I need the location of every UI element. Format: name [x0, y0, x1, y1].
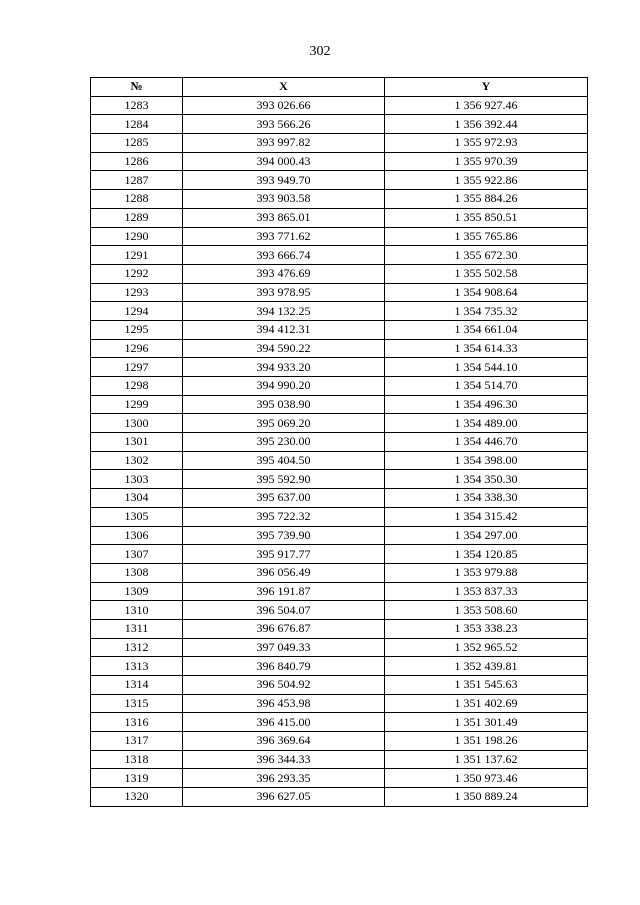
column-header-x: X [183, 78, 385, 97]
cell-y: 1 354 496.30 [385, 395, 588, 414]
table-row [91, 134, 588, 153]
cell-y: 1 351 545.63 [385, 676, 588, 695]
cell-number: 1298 [91, 377, 183, 396]
cell-y: 1 351 137.62 [385, 750, 588, 769]
cell-y: 1 354 446.70 [385, 433, 588, 452]
cell-number: 1305 [91, 507, 183, 526]
cell-x: 395 404.50 [183, 451, 385, 470]
cell-y: 1 354 614.33 [385, 339, 588, 358]
cell-y: 1 354 297.00 [385, 526, 588, 545]
cell-y: 1 354 908.64 [385, 283, 588, 302]
cell-y: 1 353 979.88 [385, 563, 588, 582]
cell-y: 1 354 544.10 [385, 358, 588, 377]
cell-x: 396 344.33 [183, 750, 385, 769]
cell-number: 1303 [91, 470, 183, 489]
table-row [91, 395, 588, 414]
cell-number: 1283 [91, 96, 183, 115]
cell-x: 394 933.20 [183, 358, 385, 377]
table-row [91, 732, 588, 751]
cell-x: 396 415.00 [183, 713, 385, 732]
cell-x: 395 592.90 [183, 470, 385, 489]
cell-number: 1316 [91, 713, 183, 732]
cell-number: 1284 [91, 115, 183, 134]
cell-y: 1 354 338.30 [385, 489, 588, 508]
cell-x: 396 453.98 [183, 694, 385, 713]
cell-x: 395 917.77 [183, 545, 385, 564]
cell-x: 394 000.43 [183, 152, 385, 171]
cell-y: 1 353 837.33 [385, 582, 588, 601]
cell-y: 1 356 927.46 [385, 96, 588, 115]
cell-number: 1289 [91, 208, 183, 227]
cell-number: 1295 [91, 320, 183, 339]
cell-number: 1291 [91, 246, 183, 265]
cell-x: 393 949.70 [183, 171, 385, 190]
table-row [91, 676, 588, 695]
table-row [91, 339, 588, 358]
cell-y: 1 351 301.49 [385, 713, 588, 732]
cell-number: 1314 [91, 676, 183, 695]
cell-x: 393 997.82 [183, 134, 385, 153]
cell-x: 396 840.79 [183, 657, 385, 676]
cell-y: 1 355 672.30 [385, 246, 588, 265]
cell-y: 1 355 922.86 [385, 171, 588, 190]
cell-y: 1 356 392.44 [385, 115, 588, 134]
table-row [91, 769, 588, 788]
table-row [91, 526, 588, 545]
cell-x: 393 026.66 [183, 96, 385, 115]
cell-y: 1 355 765.86 [385, 227, 588, 246]
table-row [91, 788, 588, 807]
cell-y: 1 354 489.00 [385, 414, 588, 433]
table-body [91, 96, 588, 806]
cell-number: 1304 [91, 489, 183, 508]
cell-x: 393 865.01 [183, 208, 385, 227]
cell-number: 1297 [91, 358, 183, 377]
cell-x: 396 676.87 [183, 619, 385, 638]
table-row [91, 451, 588, 470]
table-row [91, 470, 588, 489]
cell-x: 396 627.05 [183, 788, 385, 807]
cell-x: 394 412.31 [183, 320, 385, 339]
cell-number: 1290 [91, 227, 183, 246]
cell-y: 1 352 965.52 [385, 638, 588, 657]
coordinates-table [90, 77, 588, 807]
cell-y: 1 354 315.42 [385, 507, 588, 526]
cell-y: 1 355 972.93 [385, 134, 588, 153]
cell-x: 395 230.00 [183, 433, 385, 452]
table-row [91, 227, 588, 246]
cell-x: 393 476.69 [183, 264, 385, 283]
table-row [91, 433, 588, 452]
cell-y: 1 353 338.23 [385, 619, 588, 638]
cell-x: 393 903.58 [183, 190, 385, 209]
cell-number: 1299 [91, 395, 183, 414]
cell-number: 1318 [91, 750, 183, 769]
cell-number: 1287 [91, 171, 183, 190]
table-row [91, 96, 588, 115]
cell-y: 1 354 514.70 [385, 377, 588, 396]
cell-x: 396 504.92 [183, 676, 385, 695]
cell-number: 1285 [91, 134, 183, 153]
table-row [91, 358, 588, 377]
table-row [91, 264, 588, 283]
table-row [91, 713, 588, 732]
cell-number: 1300 [91, 414, 183, 433]
cell-y: 1 355 884.26 [385, 190, 588, 209]
cell-y: 1 355 850.51 [385, 208, 588, 227]
cell-x: 394 132.25 [183, 302, 385, 321]
cell-number: 1286 [91, 152, 183, 171]
table-row [91, 246, 588, 265]
table-row [91, 152, 588, 171]
cell-number: 1302 [91, 451, 183, 470]
column-header-number: № [91, 78, 183, 97]
column-header-y: Y [385, 78, 588, 97]
page-number: 302 [309, 44, 331, 59]
table-row [91, 208, 588, 227]
table-row [91, 619, 588, 638]
cell-y: 1 355 502.58 [385, 264, 588, 283]
cell-x: 394 590.22 [183, 339, 385, 358]
cell-x: 393 771.62 [183, 227, 385, 246]
cell-number: 1288 [91, 190, 183, 209]
table-row [91, 283, 588, 302]
cell-x: 397 049.33 [183, 638, 385, 657]
table-row [91, 377, 588, 396]
cell-y: 1 350 973.46 [385, 769, 588, 788]
cell-x: 393 566.26 [183, 115, 385, 134]
cell-number: 1312 [91, 638, 183, 657]
table-row [91, 507, 588, 526]
cell-y: 1 354 120.85 [385, 545, 588, 564]
cell-number: 1320 [91, 788, 183, 807]
table-row [91, 601, 588, 620]
cell-y: 1 350 889.24 [385, 788, 588, 807]
table-row [91, 545, 588, 564]
cell-number: 1313 [91, 657, 183, 676]
table-row [91, 489, 588, 508]
cell-x: 395 038.90 [183, 395, 385, 414]
cell-x: 393 978.95 [183, 283, 385, 302]
cell-x: 395 637.00 [183, 489, 385, 508]
cell-number: 1296 [91, 339, 183, 358]
cell-y: 1 354 735.32 [385, 302, 588, 321]
cell-number: 1293 [91, 283, 183, 302]
cell-number: 1292 [91, 264, 183, 283]
cell-x: 396 056.49 [183, 563, 385, 582]
table-row [91, 190, 588, 209]
table-row [91, 302, 588, 321]
cell-y: 1 354 350.30 [385, 470, 588, 489]
cell-number: 1301 [91, 433, 183, 452]
cell-number: 1306 [91, 526, 183, 545]
cell-y: 1 351 402.69 [385, 694, 588, 713]
table-row [91, 414, 588, 433]
cell-x: 396 504.07 [183, 601, 385, 620]
cell-y: 1 352 439.81 [385, 657, 588, 676]
cell-y: 1 354 398.00 [385, 451, 588, 470]
cell-x: 395 069.20 [183, 414, 385, 433]
cell-number: 1307 [91, 545, 183, 564]
cell-x: 394 990.20 [183, 377, 385, 396]
table-row [91, 657, 588, 676]
cell-number: 1317 [91, 732, 183, 751]
table-row [91, 694, 588, 713]
cell-x: 396 293.35 [183, 769, 385, 788]
table-row [91, 563, 588, 582]
cell-number: 1311 [91, 619, 183, 638]
table-row [91, 320, 588, 339]
table-row [91, 638, 588, 657]
table-row [91, 115, 588, 134]
cell-number: 1294 [91, 302, 183, 321]
cell-number: 1309 [91, 582, 183, 601]
table-row [91, 750, 588, 769]
cell-y: 1 353 508.60 [385, 601, 588, 620]
cell-x: 395 739.90 [183, 526, 385, 545]
table-header-row [91, 78, 588, 97]
cell-x: 396 369.64 [183, 732, 385, 751]
cell-x: 396 191.87 [183, 582, 385, 601]
cell-x: 395 722.32 [183, 507, 385, 526]
table-row [91, 171, 588, 190]
cell-number: 1310 [91, 601, 183, 620]
cell-y: 1 351 198.26 [385, 732, 588, 751]
cell-number: 1308 [91, 563, 183, 582]
cell-x: 393 666.74 [183, 246, 385, 265]
cell-number: 1319 [91, 769, 183, 788]
cell-y: 1 355 970.39 [385, 152, 588, 171]
cell-number: 1315 [91, 694, 183, 713]
table-row [91, 582, 588, 601]
cell-y: 1 354 661.04 [385, 320, 588, 339]
